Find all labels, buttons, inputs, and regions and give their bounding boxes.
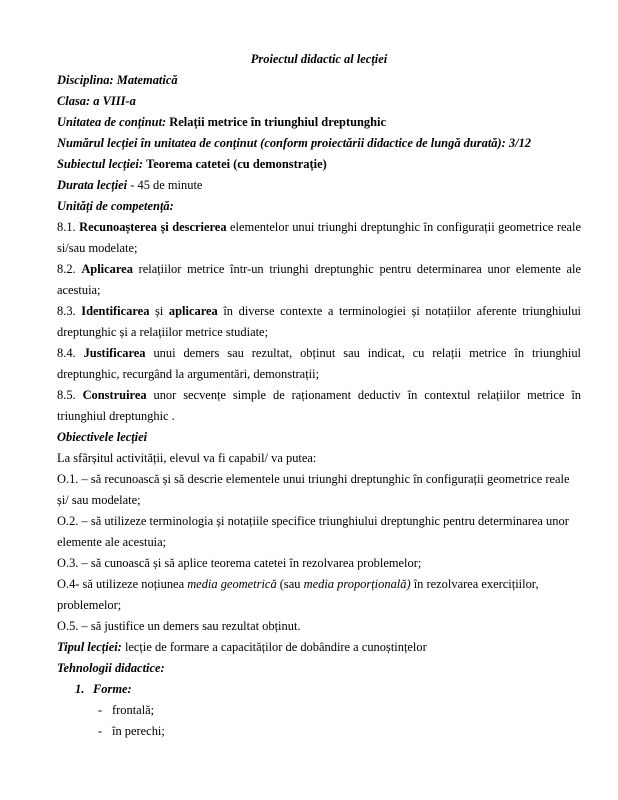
bullet-item-text: frontală; <box>112 703 155 717</box>
bullet-item-frontala <box>57 700 581 721</box>
meta-numarul <box>57 133 581 154</box>
obiective-heading <box>57 427 581 448</box>
objective-text: O.3. – să cunoască și să aplice teorema catetei în rezolvarea problemelor; <box>57 556 422 570</box>
objective-text-post: în rezolvarea exercițiilor, problemelor; <box>57 577 539 612</box>
competence-item-8-1 <box>57 217 581 259</box>
objective-text-mid: (sau <box>276 577 304 591</box>
competence-prefix: 8.4. <box>57 346 84 360</box>
competente-heading <box>57 196 581 217</box>
competence-prefix: 8.3. <box>57 304 82 318</box>
objective-item-o3 <box>57 553 581 574</box>
competente-heading-text: Unități de competență: <box>57 199 174 213</box>
competence-text: relațiilor metrice într-un triunghi dreptunghic pentru determinarea unor elemente ale acestuia; <box>57 262 581 297</box>
obiective-heading-text: Obiectivele lecției <box>57 430 148 444</box>
meta-disciplina-text: Disciplina: Matematică <box>57 73 178 87</box>
forms-list-label: Forme: <box>93 682 132 696</box>
meta-subiectul-value: Teorema catetei (cu demonstrație) <box>146 157 327 171</box>
objective-item-o4 <box>57 574 581 616</box>
competence-text: unui demers sau rezultat, obținut sau indicat, cu relații metrice în triunghiul dreptunghic, recurgând la argumentări, demonstrații; <box>57 346 582 381</box>
meta-durata <box>57 175 581 196</box>
page-title <box>57 49 581 70</box>
meta-numarul-text: Numărul lecției în unitatea de conținut (conform proiectării didactice de lungă durată): 3/12 <box>57 136 532 150</box>
competence-keyword: Aplicarea <box>81 262 133 276</box>
dash-bullet: - <box>98 703 103 717</box>
competence-item-8-2 <box>57 259 581 301</box>
meta-subiectul <box>57 154 581 175</box>
bullet-item-text: în perechi; <box>112 724 165 738</box>
competence-keyword: Justificarea <box>83 346 146 360</box>
competence-text: unor secvențe simple de raționament deductiv în contextul relațiilor metrice în triunghiul dreptunghic . <box>57 388 582 423</box>
page-title-text: Proiectul didactic al lecției <box>250 52 388 66</box>
objective-term-1: media geometrică <box>187 577 277 591</box>
meta-subiectul-label: Subiectul lecției: <box>57 157 147 171</box>
forms-list-header <box>57 679 581 700</box>
meta-clasa <box>57 91 581 112</box>
objective-text: O.5. – să justifice un demers sau rezultat obținut. <box>57 619 301 633</box>
objective-item-o2 <box>57 511 581 553</box>
meta-disciplina <box>57 70 581 91</box>
meta-durata-value: - 45 de minute <box>127 178 203 192</box>
forms-list-number: 1. <box>75 682 85 696</box>
competence-keyword: Recunoașterea și descrierea <box>79 220 227 234</box>
objective-text-pre: O.4- să utilizeze noțiunea <box>57 577 188 591</box>
competence-item-8-4 <box>57 343 581 385</box>
objective-item-o1 <box>57 469 581 511</box>
competence-keyword-2: aplicarea <box>168 304 218 318</box>
bullet-item-perechi <box>57 721 581 742</box>
competence-prefix: 8.2. <box>57 262 82 276</box>
tipul-lectiei-label: Tipul lecției: <box>57 640 122 654</box>
objective-term-2: media proporțională) <box>303 577 411 591</box>
meta-unitatea <box>57 112 581 133</box>
competence-prefix: 8.5. <box>57 388 83 402</box>
competence-item-8-3 <box>57 301 581 343</box>
meta-unitatea-value: Relații metrice în triunghiul dreptunghic <box>169 115 387 129</box>
competence-keyword: Identificarea <box>81 304 150 318</box>
objective-text: O.1. – să recunoască și să descrie elementele unui triunghi dreptunghic în configurații geometrice reale și/ sau modelate; <box>57 472 570 507</box>
competence-mid: și <box>149 304 169 318</box>
tehnologii-heading <box>57 658 581 679</box>
competence-prefix: 8.1. <box>57 220 80 234</box>
competence-keyword: Construirea <box>82 388 147 402</box>
objective-text: O.2. – să utilizeze terminologia și notațiile specifice triunghiului dreptunghic pentru determinarea unor elemente ale acestuia; <box>57 514 569 549</box>
obiective-intro-text: La sfârșitul activității, elevul va fi capabil/ va putea: <box>57 451 317 465</box>
competence-item-8-5 <box>57 385 581 427</box>
dash-bullet: - <box>98 724 103 738</box>
tipul-lectiei-value: lecție de formare a capacităților de dobândire a cunoștințelor <box>121 640 427 654</box>
tehnologii-heading-text: Tehnologii didactice: <box>57 661 165 675</box>
objective-item-o5 <box>57 616 581 637</box>
obiective-intro <box>57 448 581 469</box>
competence-text: elementelor unui triunghi dreptunghic în configurații geometrice reale si/sau modelate; <box>57 220 582 255</box>
tipul-lectiei-line <box>57 637 581 658</box>
meta-clasa-text: Clasa: a VIII-a <box>57 94 136 108</box>
meta-unitatea-label: Unitatea de conținut: <box>57 115 170 129</box>
competence-text: în diverse contexte a terminologiei și notațiilor aferente triunghiului dreptunghic și a relațiilor metrice studiate; <box>57 304 581 339</box>
meta-durata-label: Durata lecției <box>57 178 128 192</box>
